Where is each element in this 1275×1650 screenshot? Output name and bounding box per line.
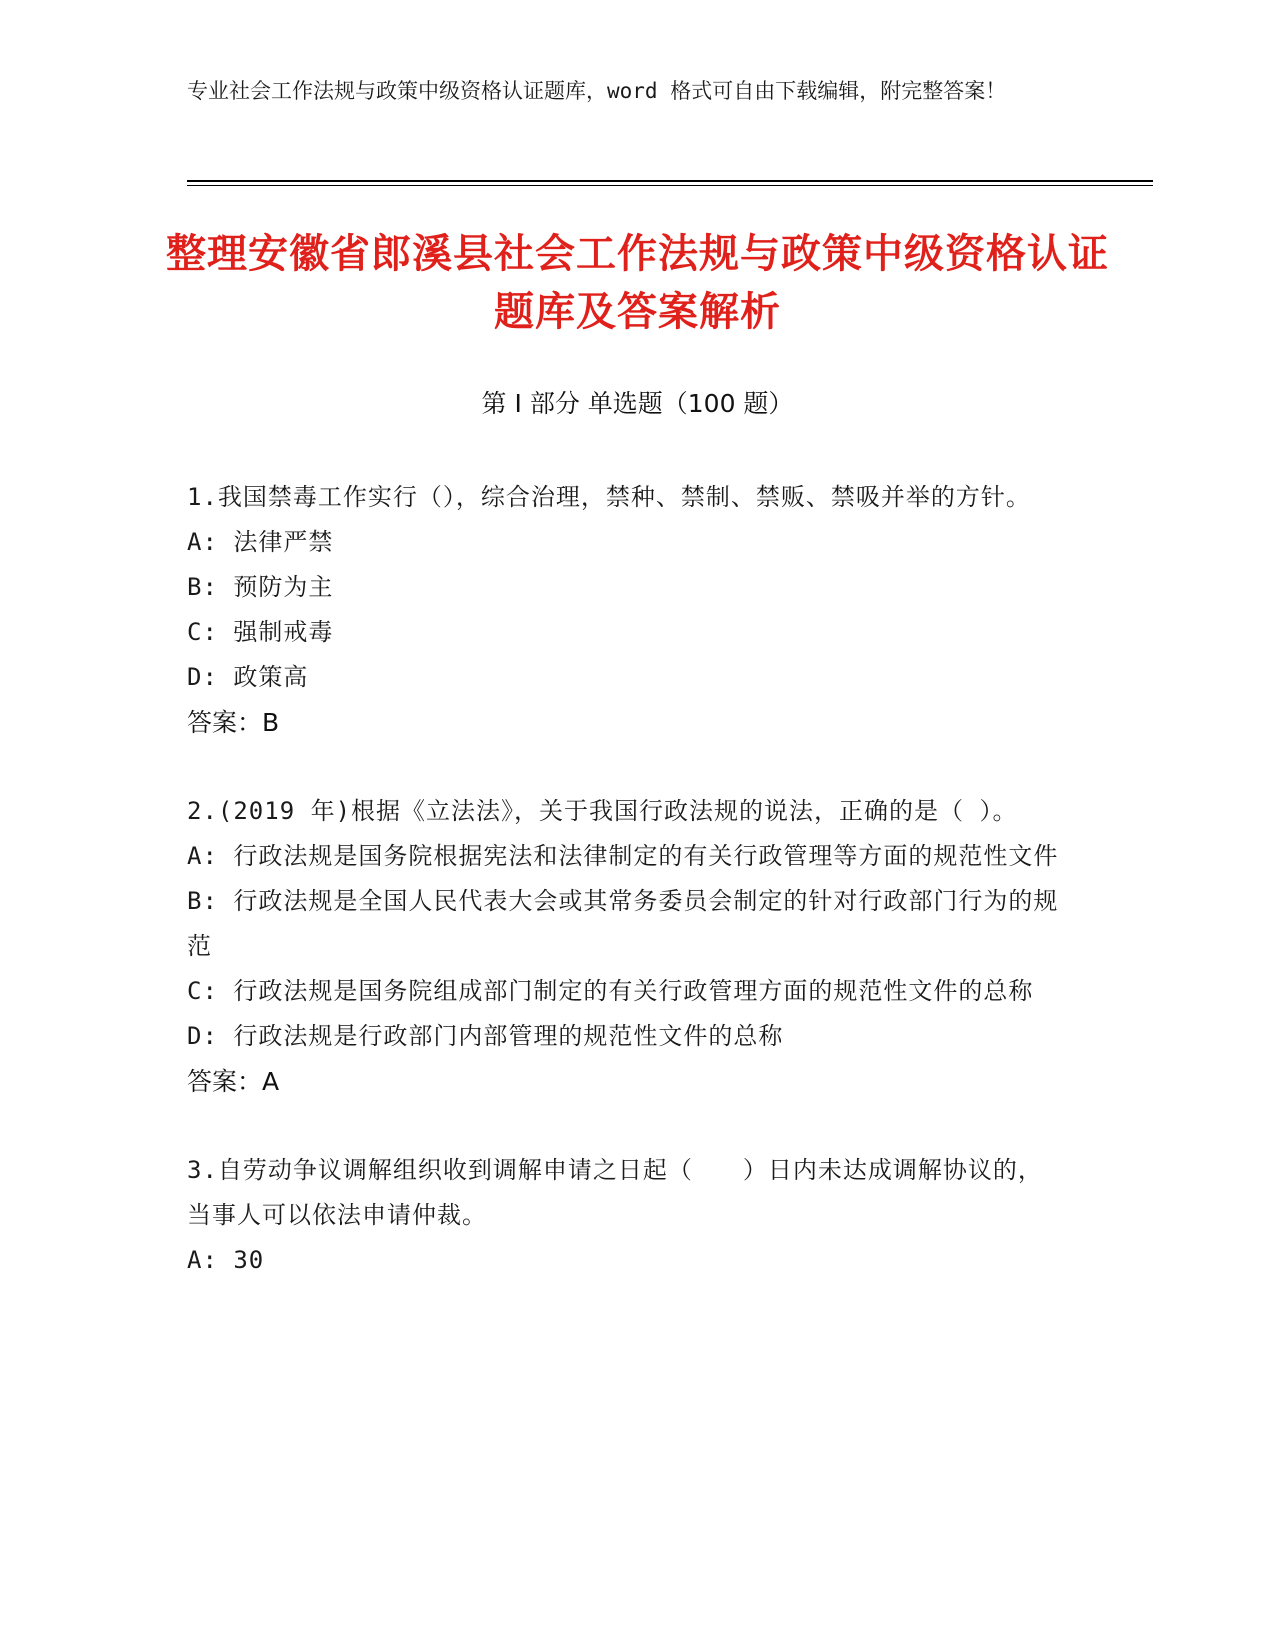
- question-stem: 3.自劳动争议调解组织收到调解申请之日起（ ）日内未达成调解协议的，当事人可以依法申请仲裁。: [187, 1156, 1043, 1229]
- question-2: [187, 789, 1067, 1104]
- option-b: B: 预防为主: [187, 573, 334, 601]
- question-stem: 1.我国禁毒工作实行（），综合治理，禁种、禁制、禁贩、禁吸并举的方针。: [187, 483, 1031, 511]
- option-a: A: 30: [187, 1246, 265, 1274]
- section-title: 第 I 部分 单选题（100 题）: [481, 389, 794, 418]
- question-3: [187, 1148, 1067, 1283]
- option-a: A: 法律严禁: [187, 528, 334, 556]
- header-divider-thin: [187, 185, 1153, 186]
- answer-line: 答案：A: [187, 1067, 280, 1096]
- header-note: 专业社会工作法规与政策中级资格认证题库，word 格式可自由下载编辑，附完整答案！: [187, 79, 1007, 103]
- answer-line: 答案：B: [187, 708, 280, 737]
- question-list: [187, 475, 1067, 1327]
- header-divider-thick: [187, 180, 1153, 182]
- document-title: 整理安徽省郎溪县社会工作法规与政策中级资格认证题库及答案解析: [166, 231, 1109, 335]
- question-1: [187, 475, 1067, 745]
- question-stem: 2.(2019 年)根据《立法法》，关于我国行政法规的说法，正确的是（ ）。: [187, 797, 1018, 825]
- option-c: C: 行政法规是国务院组成部门制定的有关行政管理方面的规范性文件的总称: [187, 977, 1034, 1005]
- option-d: D: 政策高: [187, 663, 309, 691]
- option-a: A: 行政法规是国务院根据宪法和法律制定的有关行政管理等方面的规范性文件: [187, 842, 1059, 870]
- option-c: C: 强制戒毒: [187, 618, 334, 646]
- option-b: B: 行政法规是全国人民代表大会或其常务委员会制定的针对行政部门行为的规范: [187, 887, 1059, 960]
- option-d: D: 行政法规是行政部门内部管理的规范性文件的总称: [187, 1022, 784, 1050]
